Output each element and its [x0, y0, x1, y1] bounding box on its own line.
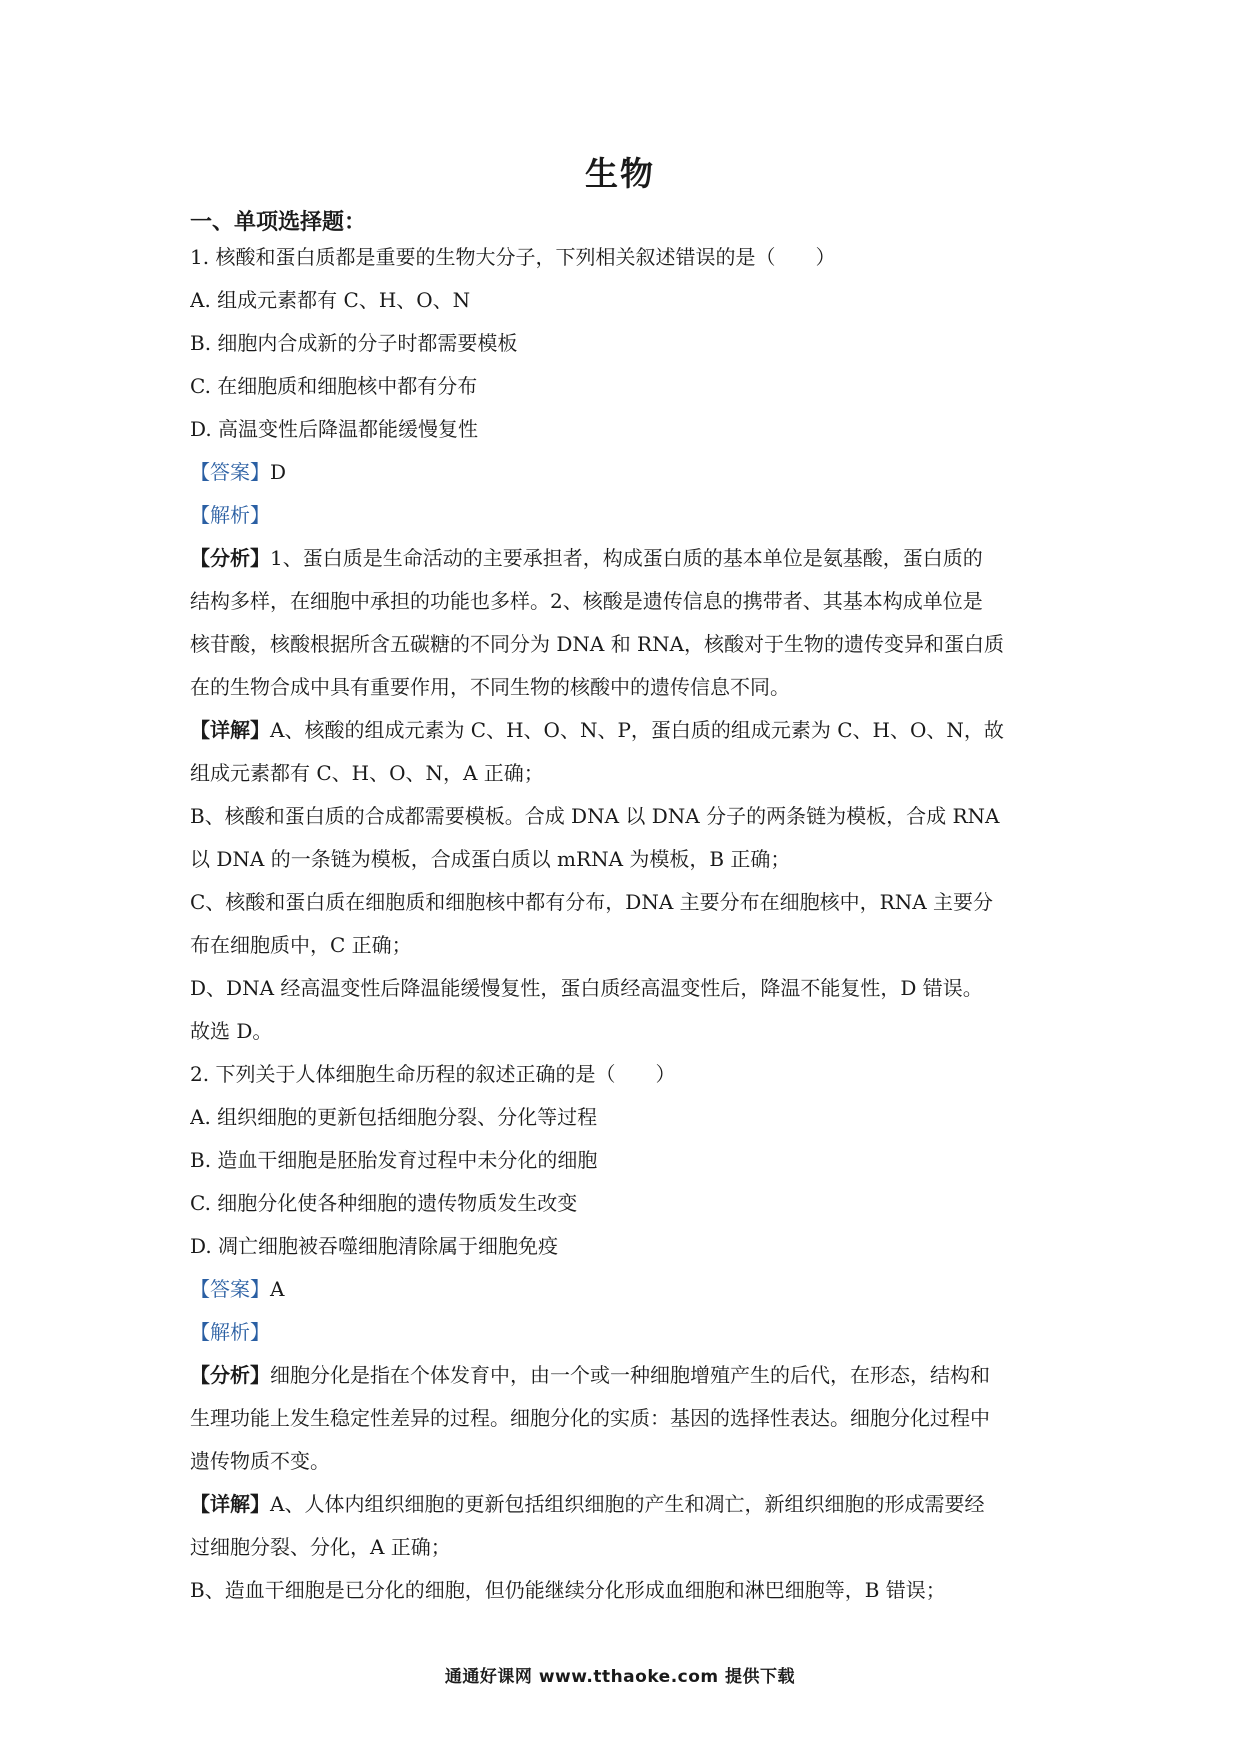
question-2-fenxi-line — [190, 1354, 1062, 1397]
question-2-option-d: D. 凋亡细胞被吞噬细胞清除属于细胞免疫 — [190, 1234, 559, 1258]
xiangjie-label: 【详解】 — [190, 1492, 270, 1516]
question-2-xiangjie-line: 过细胞分裂、分化，A 正确； — [190, 1535, 451, 1559]
question-1-option-d: D. 高温变性后降温都能缓慢复性 — [190, 417, 479, 441]
question-1-xiangjie-line: 布在细胞质中，C 正确； — [190, 933, 412, 957]
answer-label: 【答案】 — [190, 460, 270, 484]
question-2-xiangjie-line: B、造血干细胞是已分化的细胞，但仍能继续分化形成血细胞和淋巴细胞等，B 错误； — [190, 1578, 946, 1602]
question-1-xiangjie-line: C、核酸和蛋白质在细胞质和细胞核中都有分布，DNA 主要分布在细胞核中，RNA 主要分 — [190, 890, 993, 914]
question-1-answer — [190, 451, 1062, 494]
question-2-stem: 2. 下列关于人体细胞生命历程的叙述正确的是（ ） — [190, 1062, 676, 1086]
question-2-xiangjie-line — [190, 1483, 1062, 1526]
analysis-label: 【解析】 — [190, 1320, 270, 1344]
question-1-option-b: B. 细胞内合成新的分子时都需要模板 — [190, 331, 518, 355]
question-2-option-c: C. 细胞分化使各种细胞的遗传物质发生改变 — [190, 1191, 578, 1215]
xiangjie-label: 【详解】 — [190, 718, 270, 742]
question-1-fenxi-line: 核苷酸，核酸根据所含五碳糖的不同分为 DNA 和 RNA，核酸对于生物的遗传变异和蛋白质 — [190, 632, 1005, 656]
question-1-xiangjie-line — [190, 709, 1062, 752]
answer-value: D — [270, 460, 287, 484]
question-2-fenxi-line: 生理功能上发生稳定性差异的过程。细胞分化的实质：基因的选择性表达。细胞分化过程中 — [190, 1406, 990, 1430]
fenxi-label: 【分析】 — [190, 1363, 270, 1387]
question-2-fenxi-line: 遗传物质不变。 — [190, 1449, 330, 1473]
question-1-analysis-heading — [190, 494, 1062, 537]
analysis-label: 【解析】 — [190, 503, 270, 527]
xiangjie-text: A、人体内组织细胞的更新包括组织细胞的产生和凋亡，新组织细胞的形成需要经 — [270, 1492, 985, 1516]
fenxi-label: 【分析】 — [190, 546, 270, 570]
document-title: 生物 — [585, 154, 655, 193]
question-2-answer — [190, 1268, 1062, 1311]
page-footer: 通通好课网 www.tthaoke.com 提供下载 — [444, 1667, 796, 1687]
question-2-analysis-heading — [190, 1311, 1062, 1354]
question-1-xiangjie-line: 以 DNA 的一条链为模板，合成蛋白质以 mRNA 为模板，B 正确； — [190, 847, 791, 871]
question-1-fenxi-line — [190, 537, 1062, 580]
question-1-xiangjie-line: 组成元素都有 C、H、O、N，A 正确； — [190, 761, 544, 785]
fenxi-text: 1、蛋白质是生命活动的主要承担者，构成蛋白质的基本单位是氨基酸，蛋白质的 — [270, 546, 983, 570]
question-1-xiangjie-line: B、核酸和蛋白质的合成都需要模板。合成 DNA 以 DNA 分子的两条链为模板，合成 RNA — [190, 804, 1000, 828]
question-2-option-b: B. 造血干细胞是胚胎发育过程中未分化的细胞 — [190, 1148, 598, 1172]
answer-label: 【答案】 — [190, 1277, 270, 1301]
document-body — [190, 236, 1062, 1612]
question-1-xiangjie-line: D、DNA 经高温变性后降温能缓慢复性，蛋白质经高温变性后，降温不能复性，D 错误。 — [190, 976, 983, 1000]
xiangjie-text: A、核酸的组成元素为 C、H、O、N、P，蛋白质的组成元素为 C、H、O、N，故 — [270, 718, 1004, 742]
question-1-conclusion: 故选 D。 — [190, 1019, 273, 1043]
question-1-fenxi-line: 在的生物合成中具有重要作用，不同生物的核酸中的遗传信息不同。 — [190, 675, 790, 699]
question-1-stem: 1. 核酸和蛋白质都是重要的生物大分子，下列相关叙述错误的是（ ） — [190, 245, 836, 269]
question-1-option-a: A. 组成元素都有 C、H、O、N — [190, 288, 471, 312]
answer-value: A — [270, 1277, 285, 1301]
section-heading: 一、单项选择题： — [190, 209, 367, 235]
fenxi-text: 细胞分化是指在个体发育中，由一个或一种细胞增殖产生的后代，在形态，结构和 — [270, 1363, 990, 1387]
question-1-option-c: C. 在细胞质和细胞核中都有分布 — [190, 374, 478, 398]
question-1-fenxi-line: 结构多样，在细胞中承担的功能也多样。2、核酸是遗传信息的携带者、其基本构成单位是 — [190, 589, 983, 613]
question-2-option-a: A. 组织细胞的更新包括细胞分裂、分化等过程 — [190, 1105, 598, 1129]
